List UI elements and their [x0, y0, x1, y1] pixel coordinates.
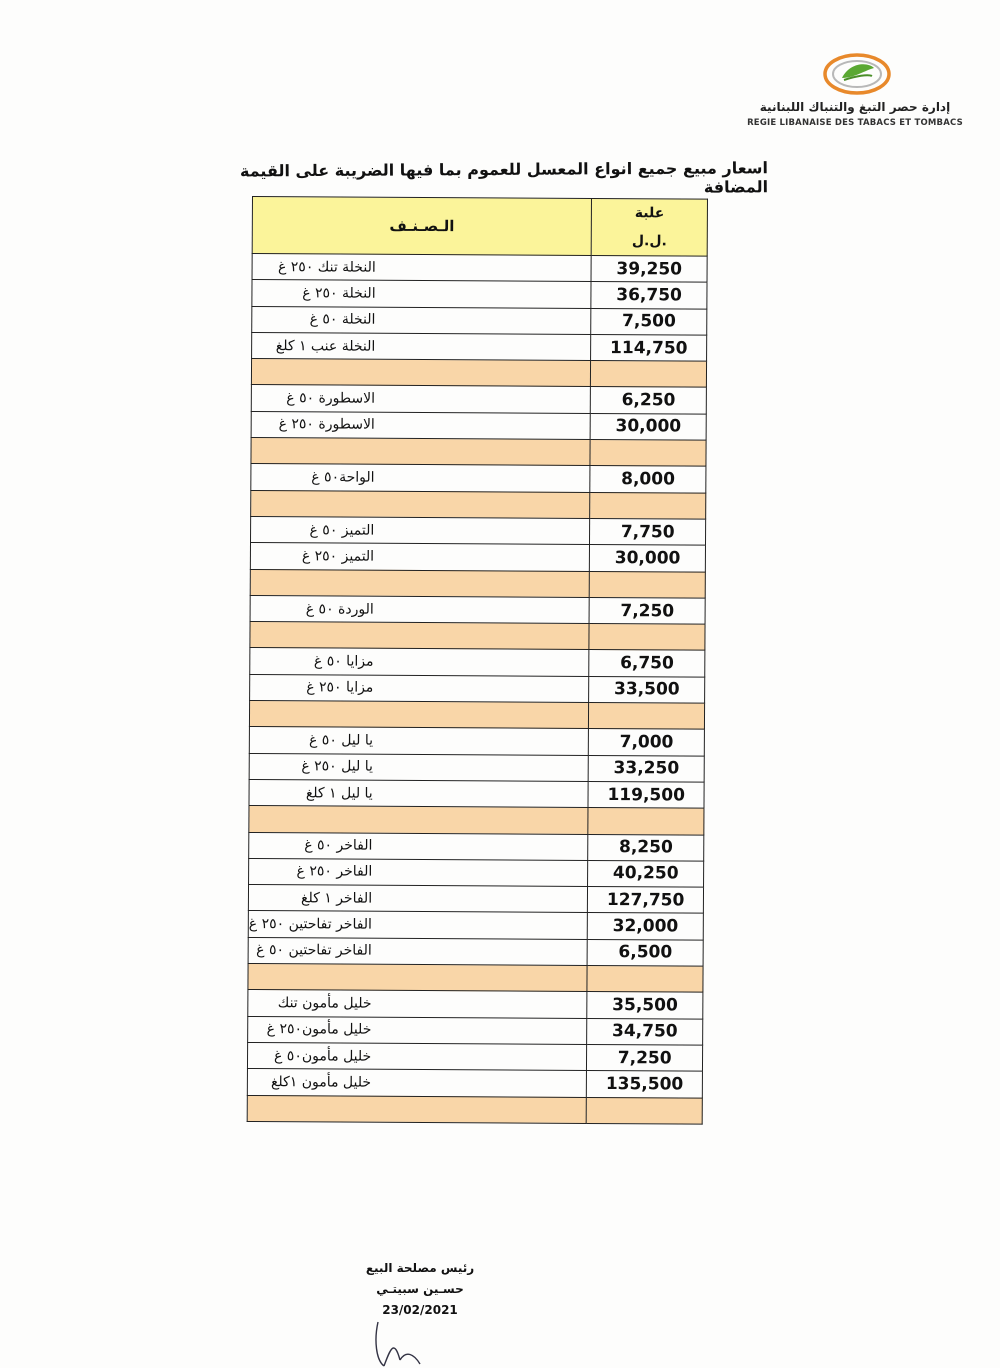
table-row	[248, 911, 703, 940]
product-name: النخلة ٢٥٠ غ	[302, 285, 376, 302]
handwritten-signature	[360, 1320, 440, 1368]
price-cell: 30,000	[590, 413, 706, 440]
product-name: الفاخر ٥٠ غ	[304, 837, 373, 854]
table-separator-row	[251, 438, 706, 467]
table-separator-row	[249, 701, 704, 730]
product-name-cell	[248, 1016, 587, 1044]
product-name: الفاخر ١ كلغ	[301, 890, 373, 907]
product-name-cell	[248, 964, 587, 992]
product-name-cell	[251, 438, 590, 466]
product-name-cell	[251, 359, 590, 387]
product-name: يا ليل ١ كلغ	[305, 784, 373, 802]
table-row	[250, 674, 705, 703]
product-name: الفاخر ٢٥٠ غ	[296, 863, 373, 881]
product-name-cell	[249, 727, 588, 755]
product-name: يا ليل ٥٠ غ	[308, 732, 374, 749]
product-name: الفاخر تفاحتين ٢٥٠ غ	[248, 916, 373, 933]
page-title: اسعار مبيع جميع انواع المعسل للعموم بما فيها الضريبة على القيمة المضافة	[239, 158, 769, 197]
price-cell: 6,500	[587, 939, 703, 966]
product-name: الفاخر تفاحتين ٥٠ غ	[256, 942, 372, 960]
table-row	[252, 332, 707, 361]
product-name: النخلة تنك ٢٥٠ غ	[277, 258, 376, 276]
product-name-cell	[248, 885, 587, 913]
price-cell	[589, 571, 705, 598]
product-name-cell	[250, 622, 589, 650]
table-row	[248, 885, 703, 914]
product-name: النخلة ٥٠ غ	[309, 311, 376, 328]
product-name-cell	[249, 779, 588, 807]
table-row	[251, 411, 706, 440]
leaf-logo-icon	[822, 52, 892, 98]
signer-name: حسـين سبيتـي	[376, 1282, 464, 1296]
table-row	[248, 990, 703, 1019]
table-row	[247, 1042, 702, 1071]
product-name: الاسطورة ٥٠ غ	[286, 390, 376, 407]
table-row	[251, 516, 706, 545]
price-cell	[590, 492, 706, 519]
table-separator-row	[249, 806, 704, 835]
price-cell: 36,750	[591, 282, 707, 309]
price-cell: 135,500	[586, 1071, 702, 1098]
product-name-cell	[251, 464, 590, 492]
product-name: يا ليل ٢٥٠ غ	[301, 758, 373, 775]
price-cell: 114,750	[591, 334, 707, 361]
table-separator-row	[250, 622, 705, 651]
price-cell: 8,250	[588, 834, 704, 861]
table-row	[248, 1016, 703, 1045]
price-cell: 40,250	[588, 860, 704, 887]
price-cell: 7,500	[591, 308, 707, 335]
product-name: خليل مأمون٥٠ غ	[273, 1047, 372, 1065]
product-name-cell	[249, 832, 588, 860]
price-cell	[587, 965, 703, 992]
product-name-cell	[252, 332, 591, 360]
table-row	[251, 464, 706, 493]
price-cell: 39,250	[591, 255, 707, 282]
price-cell: 33,250	[588, 755, 704, 782]
table-separator-row	[250, 569, 705, 598]
price-cell: 35,500	[587, 992, 703, 1019]
product-name-cell	[249, 858, 588, 886]
price-cell: 6,750	[589, 650, 705, 677]
price-cell: 32,000	[587, 913, 703, 940]
product-name-cell	[252, 280, 591, 308]
product-name: الواحة٥٠ غ	[311, 469, 375, 486]
table-row	[251, 385, 706, 414]
table-row	[252, 254, 707, 283]
product-name-cell	[250, 595, 589, 623]
table-row	[252, 280, 707, 309]
price-cell	[591, 361, 707, 388]
price-cell: 7,000	[588, 729, 704, 756]
price-cell	[589, 702, 705, 729]
product-name-cell	[251, 516, 590, 544]
product-name-cell	[251, 411, 590, 439]
table-row	[250, 648, 705, 677]
product-name-cell	[250, 648, 589, 676]
table-header-row	[252, 197, 707, 257]
product-name: مزايا ٢٥٠ غ	[306, 679, 374, 697]
column-header-price-unit: علبة	[634, 205, 665, 222]
product-name-cell	[249, 806, 588, 834]
product-name-cell	[250, 674, 589, 702]
document-date: 23/02/2021	[382, 1303, 458, 1317]
product-name: التميز ٢٥٠ غ	[301, 548, 375, 565]
product-name-cell	[248, 937, 587, 965]
product-name-cell	[251, 385, 590, 413]
table-row	[249, 832, 704, 861]
product-name-cell	[250, 569, 589, 597]
product-name-cell	[247, 1095, 586, 1123]
table-body	[247, 254, 707, 1124]
price-cell: 8,000	[590, 466, 706, 493]
table-separator-row	[247, 1095, 702, 1124]
price-cell: 34,750	[587, 1018, 703, 1045]
table-row	[249, 727, 704, 756]
product-name: مزايا ٥٠ غ	[313, 653, 374, 670]
price-cell: 30,000	[590, 545, 706, 572]
price-cell: 7,250	[589, 597, 705, 624]
table-row	[247, 1069, 702, 1098]
product-name: النخلة عنب ١ كلغ	[275, 337, 376, 355]
price-cell	[588, 808, 704, 835]
price-cell: 33,500	[589, 676, 705, 703]
product-name-cell	[249, 753, 588, 781]
price-cell: 6,250	[590, 387, 706, 414]
column-header-price-currency: ل.ل.	[631, 233, 667, 250]
column-header-product: الـصـنـف	[252, 197, 591, 256]
table-row	[249, 779, 704, 808]
price-cell: 7,750	[590, 518, 706, 545]
table-separator-row	[251, 359, 706, 388]
table-row	[250, 595, 705, 624]
table-separator-row	[248, 964, 703, 993]
product-name: الوردة ٥٠ غ	[305, 600, 374, 618]
product-name: خليل مأمون تنك	[277, 995, 372, 1012]
table-row	[249, 858, 704, 887]
price-table	[247, 196, 708, 1124]
table-row	[249, 753, 704, 782]
product-name: التميز ٥٠ غ	[309, 521, 375, 539]
product-name-cell	[248, 911, 587, 939]
price-cell	[589, 624, 705, 651]
product-name: خليل مأمون٢٥٠ غ	[266, 1021, 372, 1038]
table-row	[248, 937, 703, 966]
signer-role: رئيس مصلحة البيع	[365, 1261, 475, 1275]
table-row	[252, 306, 707, 335]
price-cell	[586, 1097, 702, 1124]
price-table-wrapper	[247, 196, 708, 1124]
org-name-arabic: إدارة حصر التبغ والتنباك اللبنانية	[759, 100, 951, 114]
product-name: الاسطورة ٢٥٠ غ	[278, 416, 375, 434]
product-name: خليل مأمون ١كلغ	[270, 1073, 372, 1091]
price-cell	[590, 440, 706, 467]
column-header-price	[591, 198, 707, 256]
price-cell: 119,500	[588, 781, 704, 808]
org-name-french: REGIE LIBANAISE DES TABACS ET TOMBACS	[747, 118, 963, 128]
product-name-cell	[247, 1042, 586, 1070]
org-logo	[730, 52, 985, 132]
product-name-cell	[252, 254, 591, 282]
product-name-cell	[248, 990, 587, 1018]
product-name-cell	[252, 306, 591, 334]
product-name-cell	[247, 1069, 586, 1097]
table-separator-row	[251, 490, 706, 519]
product-name-cell	[250, 543, 589, 571]
price-cell: 127,750	[588, 887, 704, 914]
product-name-cell	[249, 701, 588, 729]
table-row	[250, 543, 705, 572]
signature-block	[330, 1258, 510, 1321]
price-cell: 7,250	[587, 1044, 703, 1071]
product-name-cell	[251, 490, 590, 518]
